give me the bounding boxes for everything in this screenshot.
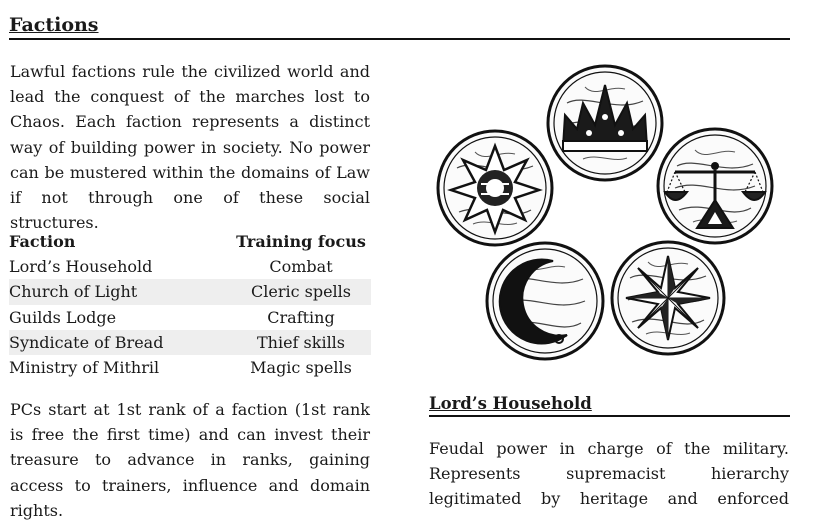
faction-name: Church of Light [9, 279, 231, 304]
column-header-training-focus: Training focus [236, 232, 366, 251]
ranks-paragraph: PCs start at 1st rank of a faction (1st rank is free the first time) and can invest their treasure to advance in ranks, gaining access to trainers, influence and domain rights. [10, 400, 370, 520]
faction-emblems-illustration [430, 58, 790, 368]
lords-household-paragraph: Feudal power in charge of the military. Represents supremacist hierarchy legitimated by heritage and enforced [429, 439, 789, 509]
table-row [9, 355, 371, 380]
intro-paragraph: Lawful factions rule the civilized world and lead the conquest of the marches lost to Chaos. Each faction represents a distinct way of building power in society. No power can be mustered within the domains of Law if not through one of these social structures. [10, 62, 370, 233]
training-focus: Thief skills [231, 330, 371, 355]
table-row [9, 279, 371, 304]
sun-emblem-icon [438, 131, 552, 245]
section-title: Factions [9, 14, 99, 36]
faction-name: Guilds Lodge [9, 307, 117, 327]
subsection-heading [429, 393, 790, 417]
crown-emblem-icon [548, 66, 662, 180]
training-focus: Magic spells [250, 358, 352, 378]
factions-table [9, 229, 371, 380]
table-row [9, 305, 371, 330]
table-row [9, 254, 371, 279]
column-header-faction: Faction [9, 232, 76, 251]
training-focus: Cleric spells [231, 279, 371, 304]
table-header-row [9, 229, 371, 254]
training-focus: Crafting [267, 307, 335, 327]
training-focus: Combat [269, 257, 333, 277]
section-heading [9, 12, 790, 40]
scales-emblem-icon [658, 129, 772, 243]
table-row [9, 330, 371, 355]
faction-name: Syndicate of Bread [9, 330, 231, 355]
moon-emblem-icon [487, 243, 603, 359]
star-emblem-icon [612, 242, 724, 354]
subsection-title: Lord’s Household [429, 394, 592, 413]
faction-name: Lord’s Household [9, 257, 153, 277]
faction-name: Ministry of Mithril [9, 358, 160, 378]
